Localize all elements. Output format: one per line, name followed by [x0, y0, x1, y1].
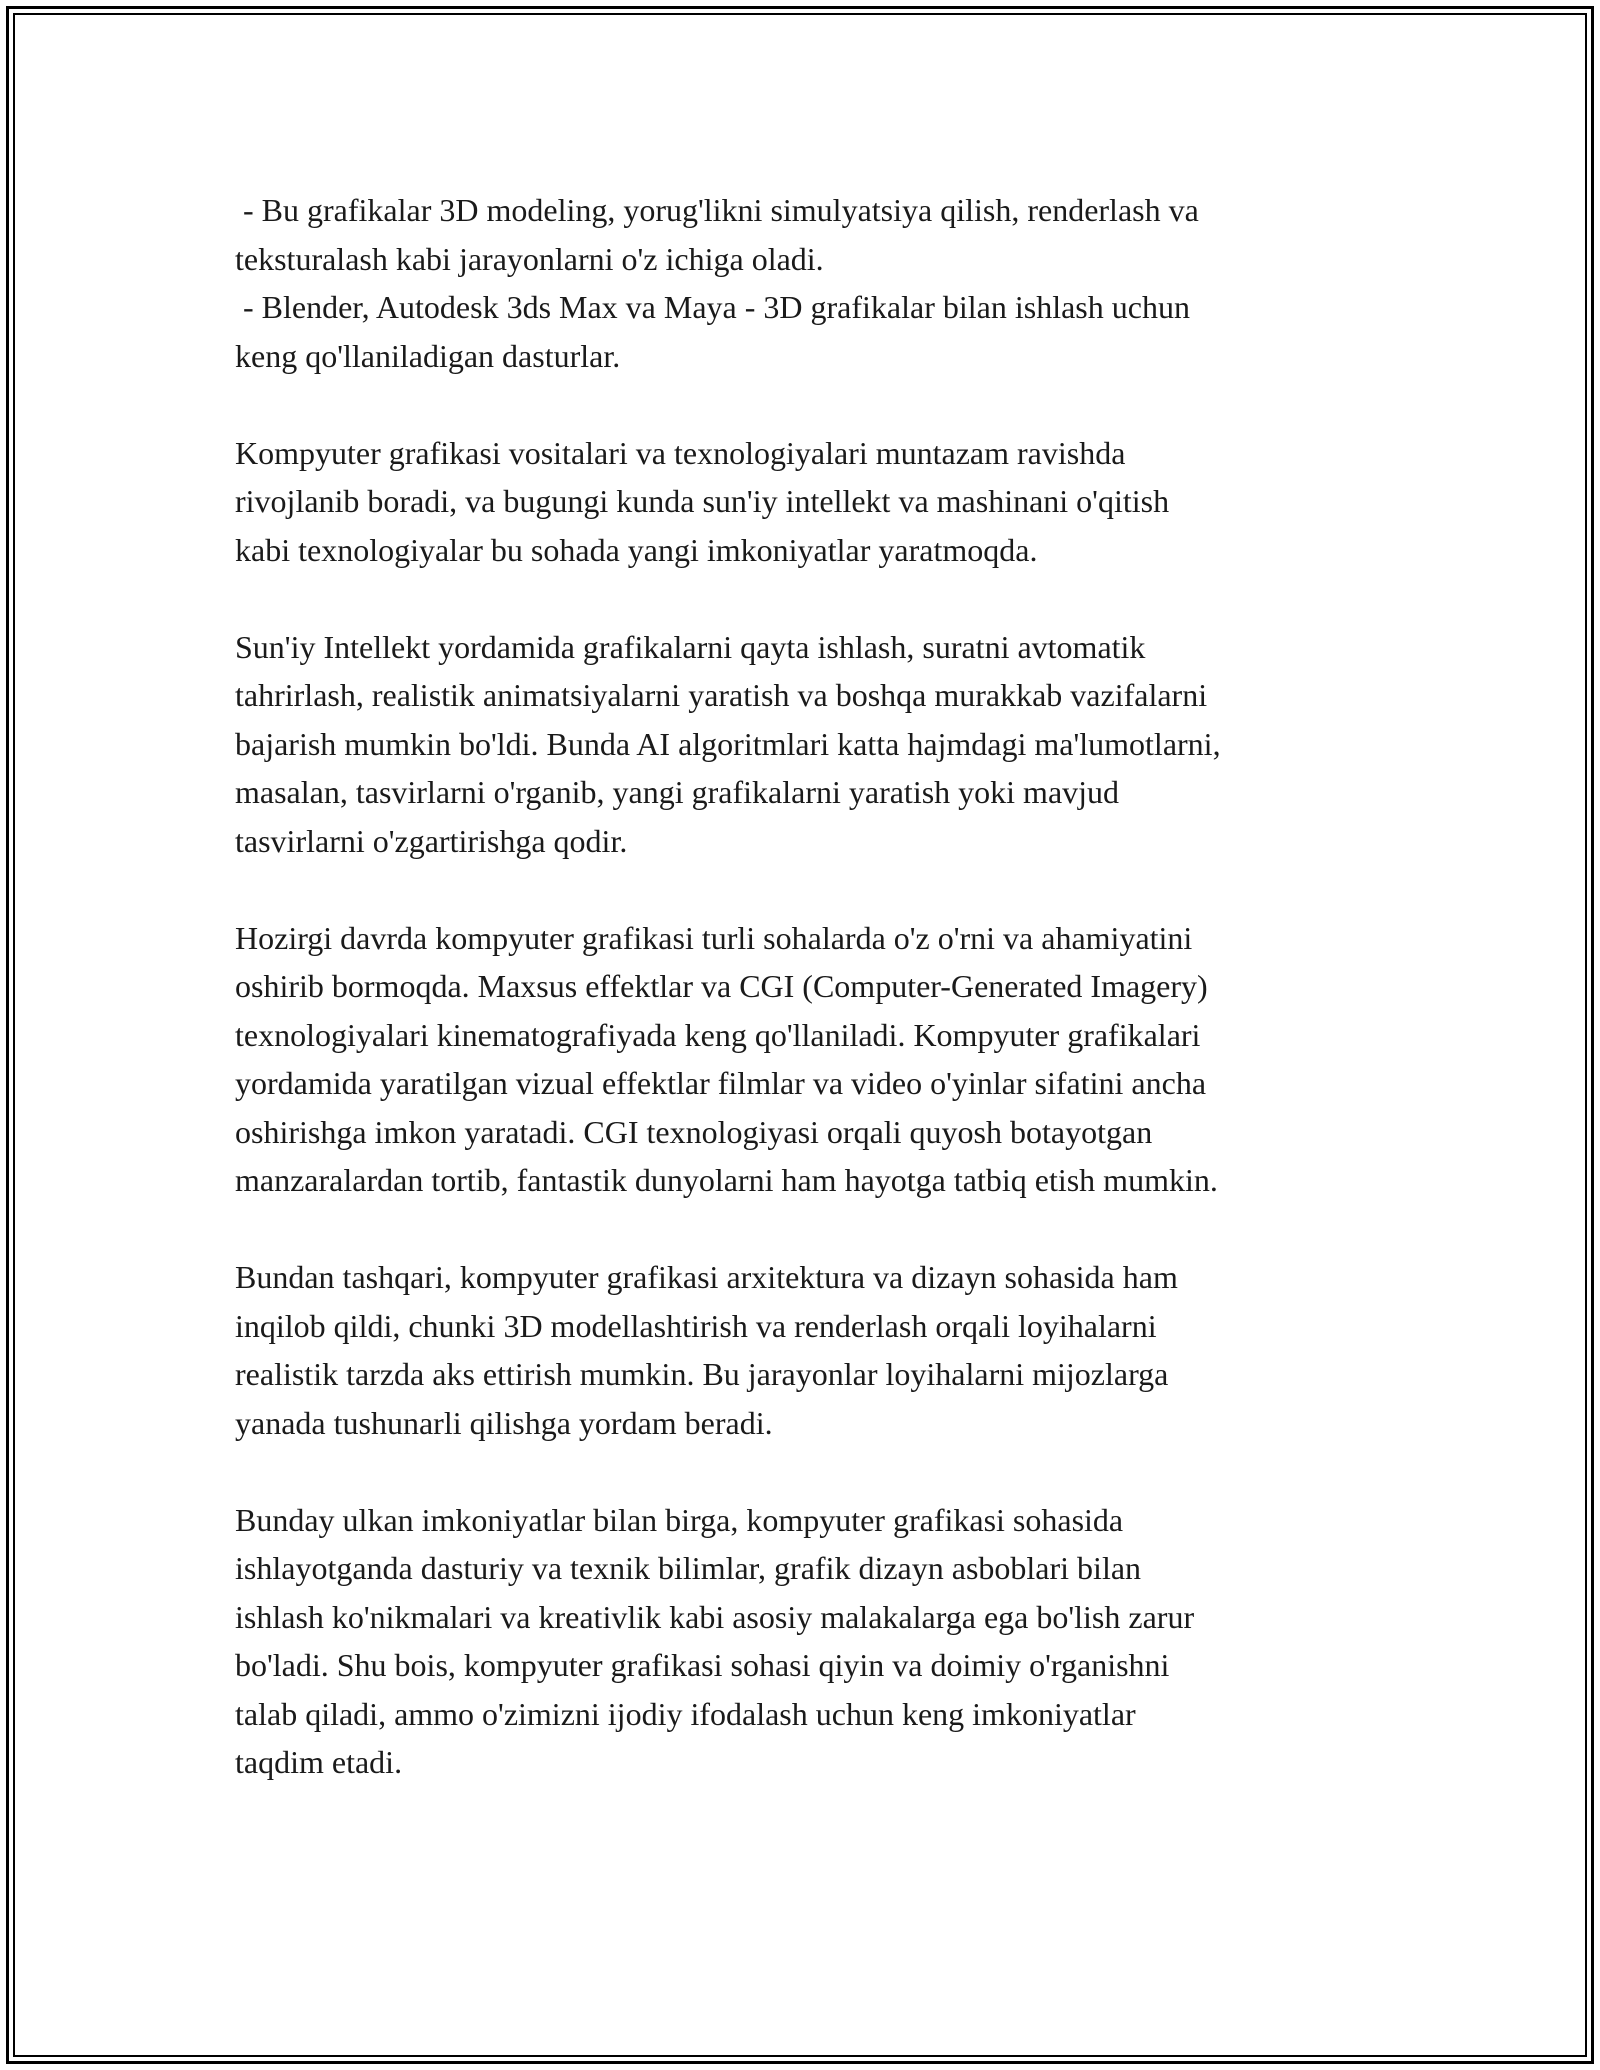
text-line: oshirishga imkon yaratadi. CGI texnologiyasi orqali quyosh botayotgan: [235, 1113, 1153, 1150]
document-body: [235, 186, 1405, 1835]
text-line: keng qo'llaniladigan dasturlar.: [235, 337, 621, 374]
text-line: Sun'iy Intellekt yordamida grafikalarni qayta ishlash, suratni avtomatik: [235, 628, 1146, 665]
paragraph-architecture: [235, 1253, 1405, 1447]
text-line: Hozirgi davrda kompyuter grafikasi turli sohalarda o'z o'rni va ahamiyatini: [235, 919, 1193, 956]
paragraph-skills: [235, 1496, 1405, 1787]
text-line: tahrirlash, realistik animatsiyalarni yaratish va boshqa murakkab vazifalarni: [235, 677, 1208, 713]
paragraph-ai: [235, 623, 1405, 866]
text-line: bajarish mumkin bo'ldi. Bunda AI algoritmlari katta hajmdagi ma'lumotlarni,: [235, 725, 1221, 762]
text-line: ishlayotganda dasturiy va texnik bilimlar, grafik dizayn asboblari bilan: [235, 1550, 1142, 1586]
paragraph-3d-tools: [235, 186, 1405, 380]
text-line: - Bu grafikalar 3D modeling, yorug'likni simulyatsiya qilish, renderlash va: [235, 192, 1199, 228]
text-line: Bundan tashqari, kompyuter grafikasi arxitektura va dizayn sohasida ham: [235, 1259, 1178, 1295]
text-line: bo'ladi. Shu bois, kompyuter grafikasi sohasi qiyin va doimiy o'rganishni: [235, 1647, 1170, 1683]
text-line: yanada tushunarli qilishga yordam beradi.: [235, 1404, 773, 1441]
paragraph-technologies: [235, 429, 1405, 575]
text-line: ishlash ko'nikmalari va kreativlik kabi asosiy malakalarga ega bo'lish zarur: [235, 1598, 1195, 1635]
text-line: - Blender, Autodesk 3ds Max va Maya - 3D grafikalar bilan ishlash uchun: [235, 289, 1190, 325]
text-line: yordamida yaratilgan vizual effektlar filmlar va video o'yinlar sifatini ancha: [235, 1065, 1207, 1101]
text-line: tasvirlarni o'zgartirishga qodir.: [235, 822, 628, 859]
text-line: talab qiladi, ammo o'zimizni ijodiy ifodalash uchun keng imkoniyatlar: [235, 1695, 1136, 1732]
text-line: texnologiyalari kinematografiyada keng qo'llaniladi. Kompyuter grafikalari: [235, 1016, 1201, 1053]
text-line: taqdim etadi.: [235, 1744, 403, 1780]
text-line: oshirib bormoqda. Maxsus effektlar va CGI (Computer-Generated Imagery): [235, 968, 1208, 1004]
paragraph-cgi: [235, 914, 1405, 1205]
text-line: kabi texnologiyalar bu sohada yangi imkoniyatlar yaratmoqda.: [235, 531, 1038, 568]
text-line: realistik tarzda aks ettirish mumkin. Bu jarayonlar loyihalarni mijozlarga: [235, 1356, 1169, 1392]
text-line: Kompyuter grafikasi vositalari va texnologiyalari muntazam ravishda: [235, 434, 1126, 471]
text-line: masalan, tasvirlarni o'rganib, yangi grafikalarni yaratish yoki mavjud: [235, 774, 1120, 810]
text-line: Bunday ulkan imkoniyatlar bilan birga, kompyuter grafikasi sohasida: [235, 1501, 1124, 1538]
text-line: rivojlanib boradi, va bugungi kunda sun'iy intellekt va mashinani o'qitish: [235, 483, 1170, 519]
text-line: inqilob qildi, chunki 3D modellashtirish va renderlash orqali loyihalarni: [235, 1307, 1157, 1344]
text-line: teksturalash kabi jarayonlarni o'z ichiga oladi.: [235, 240, 824, 277]
text-line: manzaralardan tortib, fantastik dunyolarni ham hayotga tatbiq etish mumkin.: [235, 1162, 1218, 1198]
